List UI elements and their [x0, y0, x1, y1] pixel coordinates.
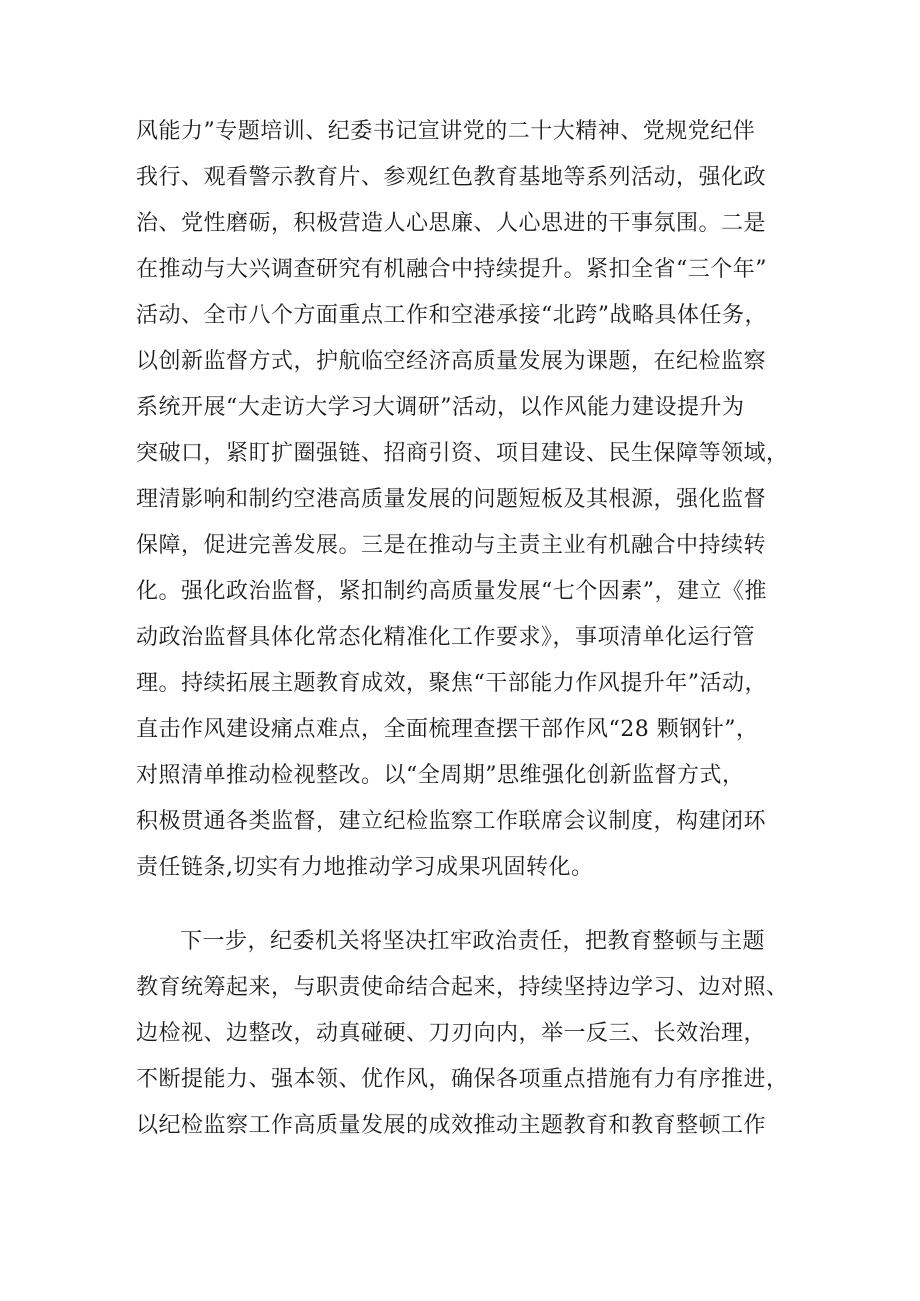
paragraph-line: 以创新监督方式，护航临空经济高质量发展为课题，在纪检监察	[136, 349, 767, 374]
paragraph-line: 边检视、边整改，动真碰硬、刀刃向内，举一反三、长效治理，	[136, 1021, 767, 1046]
paragraph-line: 教育统筹起来，与职责使命结合起来，持续坚持边学习、边对照、	[136, 975, 789, 1000]
paragraph-line: 突破口，紧盯扩圈强链、招商引资、项目建设、民生保障等领域，	[136, 441, 789, 466]
paragraph-line: 活动、全市八个方面重点工作和空港承接“北跨”战略具体任务，	[136, 303, 767, 328]
paragraph-line: 系统开展“大走访大学习大调研”活动，以作风能力建设提升为	[136, 395, 745, 420]
paragraph-line: 理清影响和制约空港高质量发展的问题短板及其根源，强化监督	[136, 487, 767, 512]
paragraph-line: 我行、观看警示教育片、参观红色教育基地等系列活动，强化政	[136, 165, 767, 190]
paragraph-line: 直击作风建设痛点难点，全面梳理查摆干部作风“28 颗钢针”，	[136, 717, 759, 742]
paragraph-line: 理。持续拓展主题教育成效，聚焦“干部能力作风提升年”活动，	[136, 671, 767, 696]
paragraph-line: 积极贯通各类监督，建立纪检监察工作联席会议制度，构建闭环	[136, 809, 767, 834]
paragraph-line: 治、党性磨砺，积极营造人心思廉、人心思进的干事氛围。二是	[136, 211, 767, 236]
paragraph-line: 风能力”专题培训、纪委书记宣讲党的二十大精神、党规党纪伴	[136, 119, 756, 144]
paragraph-line: 在推动与大兴调查研究有机融合中持续提升。紧扣全省“三个年”	[136, 257, 767, 282]
paragraph-line: 动政治监督具体化常态化精准化工作要求》，事项清单化运行管	[136, 625, 756, 650]
paragraph-line: 下一步，纪委机关将坚决扛牢政治责任，把教育整顿与主题	[180, 929, 766, 954]
paragraph-line: 以纪检监察工作高质量发展的成效推动主题教育和教育整顿工作	[136, 1113, 767, 1138]
paragraph-line: 对照清单推动检视整改。以“全周期”思维强化创新监督方式，	[136, 763, 745, 788]
paragraph-line: 保障，促进完善发展。三是在推动与主责主业有机融合中持续转	[136, 533, 767, 558]
paragraph-line: 化。强化政治监督，紧扣制约高质量发展“七个因素”，建立《推	[136, 579, 767, 604]
paragraph-line: 不断提能力、强本领、优作风，确保各项重点措施有力有序推进，	[136, 1067, 789, 1092]
paragraph-line: 责任链条,切实有力地推动学习成果巩固转化。	[136, 855, 594, 880]
